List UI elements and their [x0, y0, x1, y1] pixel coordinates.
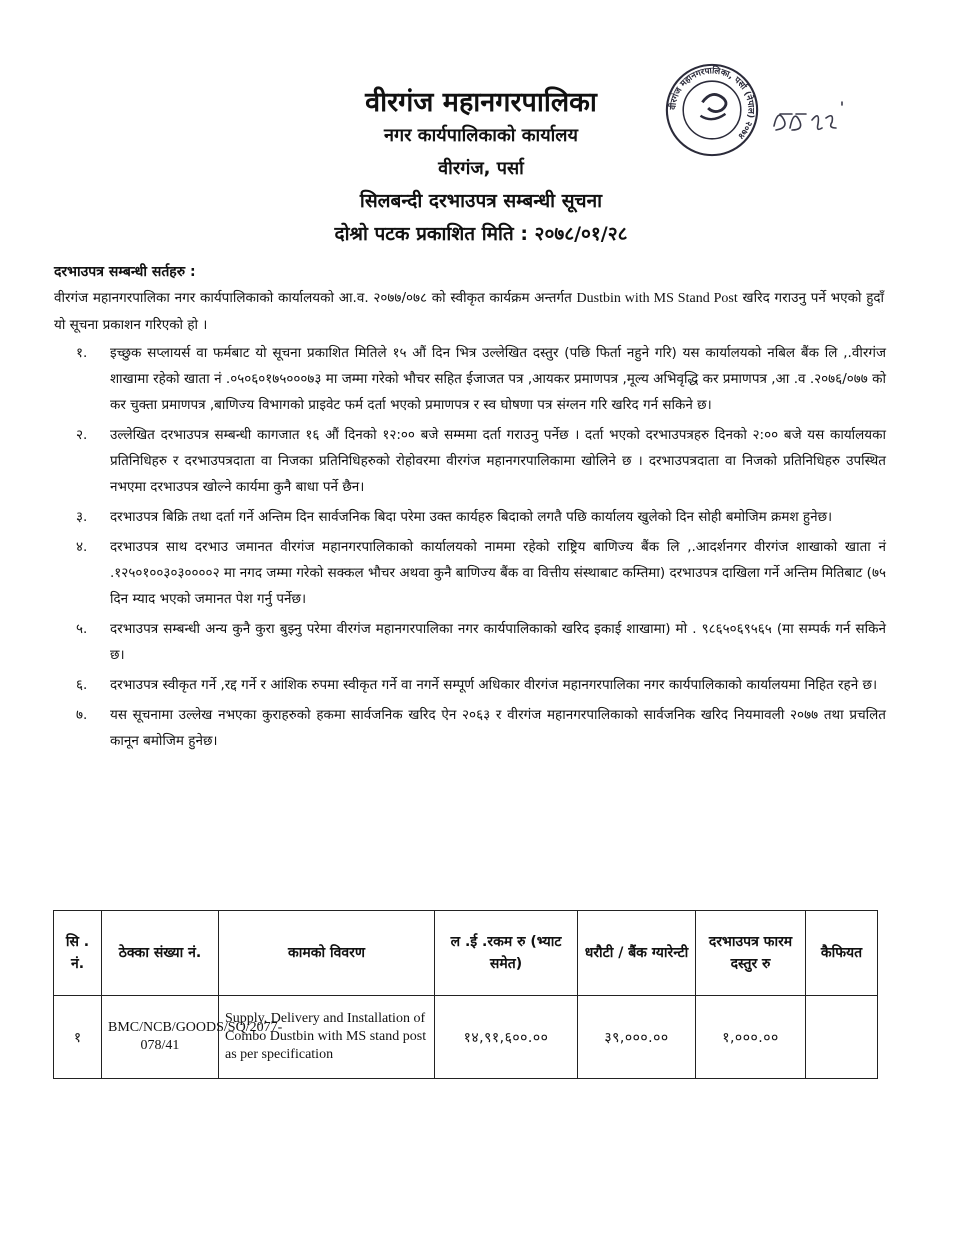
terms-item-number: १.: [76, 345, 88, 361]
terms-item: [76, 702, 886, 754]
terms-title: दरभाउपत्र सम्बन्धी सर्तहरु :: [54, 264, 196, 280]
header-remarks: कैफियत: [806, 911, 878, 996]
header-form-fee: दरभाउपत्र फारम दस्तुर रु: [696, 911, 806, 996]
terms-item-number: ७.: [76, 707, 88, 723]
cell-form-fee: १,०००.००: [696, 996, 806, 1079]
terms-intro: [54, 285, 884, 338]
terms-item-text: यस सूचनामा उल्लेख नभएका कुराहरुको हकमा सार्वजनिक खरिद ऐन २०६३ र वीरगंज महानगरपालिकाको सार्वजनिक खरिद नियमावली २०७७ तथा प्रचलित कानून बमोजिम हुनेछ।: [110, 707, 886, 749]
cell-contract-no: BMC/NCB/GOODS/SQ/2077-078/41: [102, 996, 219, 1079]
cell-guarantee: ३९,०००.००: [578, 996, 696, 1079]
terms-item-number: ५.: [76, 621, 88, 637]
office-name: नगर कार्यपालिकाको कार्यालय: [384, 125, 578, 146]
terms-item: [76, 422, 886, 500]
org-name: वीरगंज महानगरपालिका: [365, 87, 597, 118]
intro-text-after: खरिद गराउनु पर्ने भएको हुदाँ यो सूचना प्रकाशन गरिएको हो ।: [54, 290, 885, 333]
intro-text-before: वीरगंज महानगरपालिका नगर कार्यपालिकाको कार्यालयको आ.व. २०७७/०७८ को स्वीकृत कार्यक्रम अन्तर्गत: [54, 290, 572, 306]
terms-item-number: ३.: [76, 509, 88, 525]
terms-list: [76, 340, 886, 758]
terms-item: [76, 616, 886, 668]
header-description: कामको विवरण: [219, 911, 435, 996]
bid-table: [53, 910, 878, 1079]
seal-ring-text: वीरगंज महानगरपालिका, पर्सा (नेपाल) २०७४: [668, 66, 756, 141]
terms-item-number: ६.: [76, 677, 88, 693]
header-serial-no: सि . नं.: [54, 911, 102, 996]
office-seal-stamp: [664, 62, 760, 158]
terms-item: [76, 534, 886, 612]
header-contract-no: ठेक्का संख्या नं.: [102, 911, 219, 996]
header-guarantee: धरौटी / बैंक ग्यारेन्टी: [578, 911, 696, 996]
table-header-row: [54, 911, 878, 996]
publish-date: दोश्रो पटक प्रकाशित मिति : २०७८/०१/२८: [334, 223, 628, 245]
cell-cost-estimate: १४,९१,६००.००: [435, 996, 578, 1079]
terms-item-text: इच्छुक सप्लायर्स वा फर्मबाट यो सूचना प्रकाशित मितिले १५ औं दिन भित्र उल्लेखित दस्तुर (पछि फिर्ता नहुने गरि) यस कार्यालयको नबिल बैंक लि ,.वीरगंज शाखामा रहेको खाता नं .०५०६०१७५०००७३ मा जम्मा गरेको भौचर सहित ईजाजत पत्र ,आयकर प्रमाणपत्र ,मूल्य अभिवृद्धि कर प्रमाणपत्र ,आ .व .२०७६/०७७ को कर चुक्ता प्रमाणपत्र ,बाणिज्य विभागको प्राइवेट फर्म दर्ता भएको प्रमाणपत्र र स्व घोषणा पत्र संग्लन गरि खरिद गर्न सकिने छ।: [110, 345, 886, 413]
intro-item-name: Dustbin with MS Stand Post: [576, 291, 738, 306]
office-location: वीरगंज, पर्सा: [438, 158, 524, 179]
terms-item-text: दरभाउपत्र साथ दरभाउ जमानत वीरगंज महानगरपालिकाको कार्यालयको नाममा रहेको राष्ट्रिय बाणिज्य बैंक लि ,.आदर्शनगर वीरगंज शाखाको खाता नं .१२५०१००३०३००००२ मा नगद जम्मा गरेको सक्कल भौचर अथवा कुनै बाणिज्य बैंक वा वित्तीय संस्थाबाट कम्तिमा) दरभाउपत्र दाखिला गर्ने अन्तिम मितिबाट (७५ दिन म्याद भएको जमानत पेश गर्नु पर्नेछ।: [110, 539, 886, 607]
terms-item-text: दरभाउपत्र स्वीकृत गर्ने ,रद्द गर्ने र आंशिक रुपमा स्वीकृत गर्ने वा नगर्ने सम्पूर्ण अधिकार वीरगंज महानगरपालिका नगर कार्यपालिकाको कार्यालयमा निहित रहने छ।: [110, 677, 878, 693]
cell-serial-no: १: [54, 996, 102, 1079]
terms-item-text: उल्लेखित दरभाउपत्र सम्बन्धी कागजात १६ औं दिनको १२:०० बजे सम्ममा दर्ता गराउनु पर्नेछ । दर्ता भएको दरभाउपत्रहरु दिनको २:०० बजे यस कार्यालयका प्रतिनिधिहरु र दरभाउपत्रदाता वा निजका प्रतिनिधिहरुको रोहोवरमा वीरगंज महानगरपालिकामा खोलिने छ । दरभाउपत्रदाता वा निजको प्रतिनिधिहरु उपस्थित नभएमा दरभाउपत्र खोल्ने कार्यमा कुनै बाधा पर्ने छैन।: [110, 427, 886, 495]
cell-remarks: [806, 996, 878, 1079]
cell-description: Supply, Delivery and Installation of Combo Dustbin with MS stand post as per specification: [219, 996, 435, 1079]
signature-mark: [768, 96, 848, 140]
terms-item: [76, 504, 886, 530]
table-row: [54, 996, 878, 1079]
header-cost-estimate: ल .ई .रकम रु (भ्याट समेत): [435, 911, 578, 996]
terms-item-text: दरभाउपत्र सम्बन्धी अन्य कुनै कुरा बुझ्नु परेमा वीरगंज महानगरपालिका नगर कार्यपालिकाको खरिद इकाई शाखामा) मो . ९८६५०६९५६५ (मा सम्पर्क गर्न सकिने छ।: [110, 621, 886, 663]
terms-item-number: २.: [76, 427, 88, 443]
terms-item: [76, 340, 886, 418]
terms-item-text: दरभाउपत्र बिक्रि तथा दर्ता गर्ने अन्तिम दिन सार्वजनिक बिदा परेमा उक्त कार्यहरु बिदाको लगतै पछि कार्यालय खुलेको दिन सोही बमोजिम क्रमश हुनेछ।: [110, 509, 833, 525]
terms-item: [76, 672, 886, 698]
terms-item-number: ४.: [76, 539, 88, 555]
notice-title: सिलबन्दी दरभाउपत्र सम्बन्धी सूचना: [359, 190, 603, 212]
